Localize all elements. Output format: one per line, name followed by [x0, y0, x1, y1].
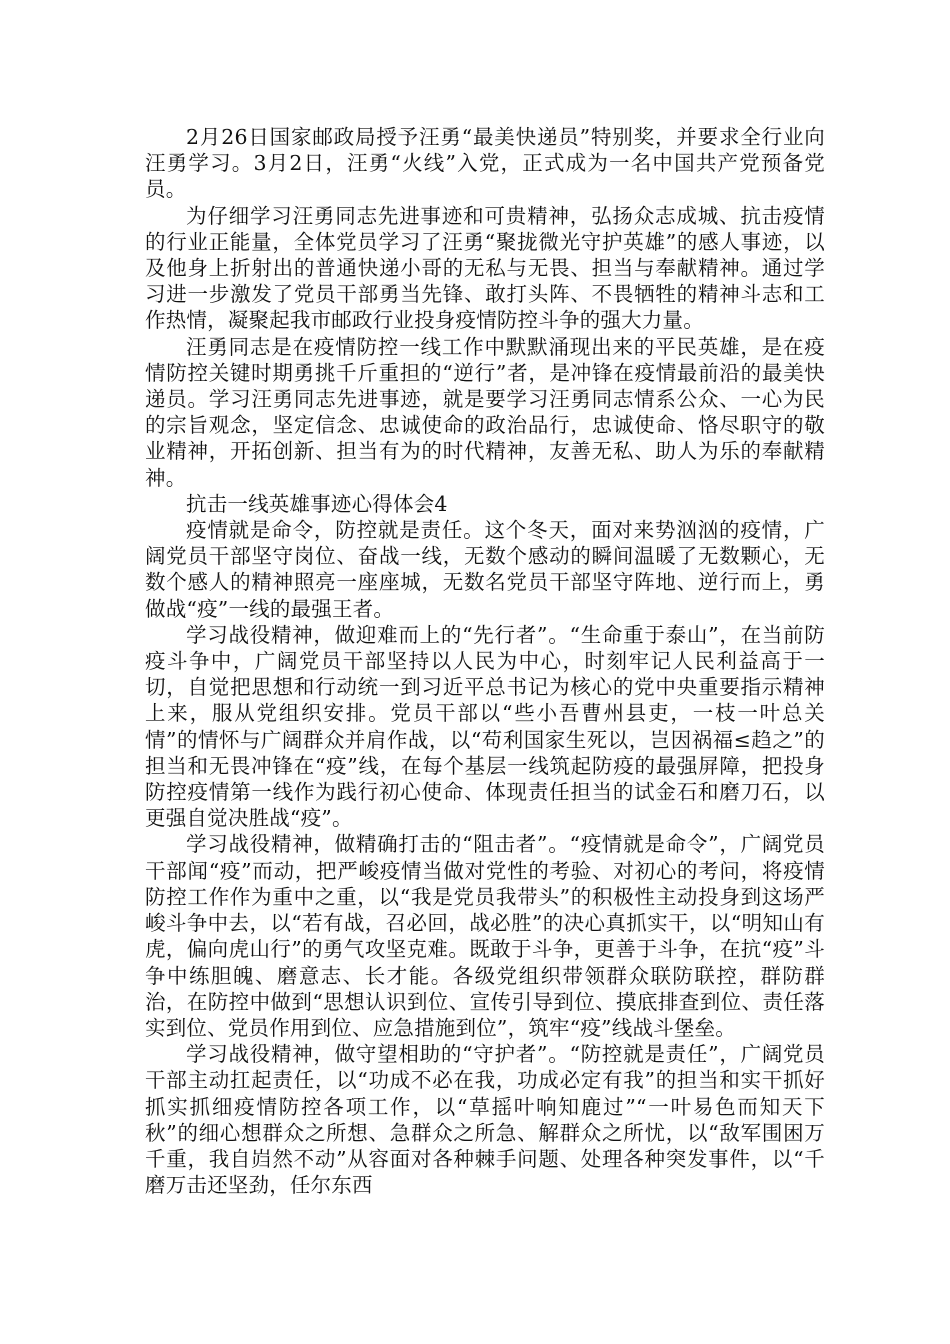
paragraph-epidemic-command: 疫情就是命令，防控就是责任。这个冬天，面对来势汹汹的疫情，广阔党员干部坚守岗位、奋战一线，无数个感动的瞬间温暖了无数颗心，无数个感人的精神照亮一座座城，无数名党员干部坚守阵地、逆行而上，勇做战“疫”一线的最强王者。: [145, 518, 825, 621]
section-heading: 抗击一线英雄事迹心得体会4: [186, 491, 448, 516]
paragraph-award: 2月26日国家邮政局授予汪勇“最美快递员”特别奖，并要求全行业向汪勇学习。3月2日，汪勇“火线”入党，正式成为一名中国共产党预备党员。: [145, 125, 825, 202]
paragraph-pioneer: 学习战役精神，做迎难而上的“先行者”。“生命重于泰山”，在当前防疫斗争中，广阔党员干部坚持以人民为中心，时刻牢记人民利益高于一切，自觉把思想和行动统一到习近平总书记为核心的党中央重要指示精神上来，服从党组织安排。党员干部以“些小吾曹州县吏，一枝一叶总关情”的情怀与广阔群众并肩作战，以“苟利国家生死以，岂因祸福≤趋之”的担当和无畏冲锋在“疫”线，在每个基层一线筑起防疫的最强屏障，把投身防控疫情第一线作为践行初心使命、体现责任担当的试金石和磨刀石，以更强自觉决胜战“疫”。: [145, 622, 825, 831]
paragraph-guardian: 学习战役精神，做守望相助的“守护者”。“防控就是责任”，广阔党员干部主动扛起责任，以“功成不必在我，功成必定有我”的担当和实干抓好抓实抓细疫情防控各项工作，以“草摇叶响知鹿过”“一叶易色而知天下秋”的细心想群众之所想、急群众之所急、解群众之所忧，以“敌军围困万千重，我自岿然不动”从容面对各种棘手问题、处理各种突发事件，以“千磨万击还坚劲，任尔东西: [145, 1042, 825, 1198]
paragraph-civilian-hero: 汪勇同志是在疫情防控一线工作中默默涌现出来的平民英雄，是在疫情防控关键时期勇挑千斤重担的“逆行”者，是冲锋在疫情最前沿的最美快递员。学习汪勇同志先进事迹，就是要学习汪勇同志情系公众、一心为民的宗旨观念，坚定信念、忠诚使命的政治品行，忠诚使命、恪尽职守的敬业精神，开拓创新、担当有为的时代精神，友善无私、助人为乐的奉献精神。: [145, 334, 825, 490]
paragraph-blocker: 学习战役精神，做精确打击的“阻击者”。“疫情就是命令”，广阔党员干部闻“疫”而动，把严峻疫情当做对党性的考验、对初心的考问，将疫情防控工作作为重中之重，以“我是党员我带头”的积极性主动投身到这场严峻斗争中去，以“若有战，召必回，战必胜”的决心真抓实干，以“明知山有虎，偏向虎山行”的勇气攻坚克难。既敢于斗争，更善于斗争，在抗“疫”斗争中练胆魄、磨意志、长才能。各级党组织带领群众联防联控，群防群治，在防控中做到“思想认识到位、宣传引导到位、摸底排查到位、责任落实到位、党员作用到位、应急措施到位”，筑牢“疫”线战斗堡垒。: [145, 832, 825, 1040]
document-body: [145, 124, 825, 1198]
paragraph-study-purpose: 为仔细学习汪勇同志先进事迹和可贵精神，弘扬众志成城、抗击疫情的行业正能量，全体党员学习了汪勇“聚拢微光守护英雄”的感人事迹，以及他身上折射出的普通快递小哥的无私与无畏、担当与奉献精神。通过学习进一步激发了党员干部勇当先锋、敢打头阵、不畏牺牲的精神斗志和工作热情，凝聚起我市邮政行业投身疫情防控斗争的强大力量。: [145, 203, 825, 333]
